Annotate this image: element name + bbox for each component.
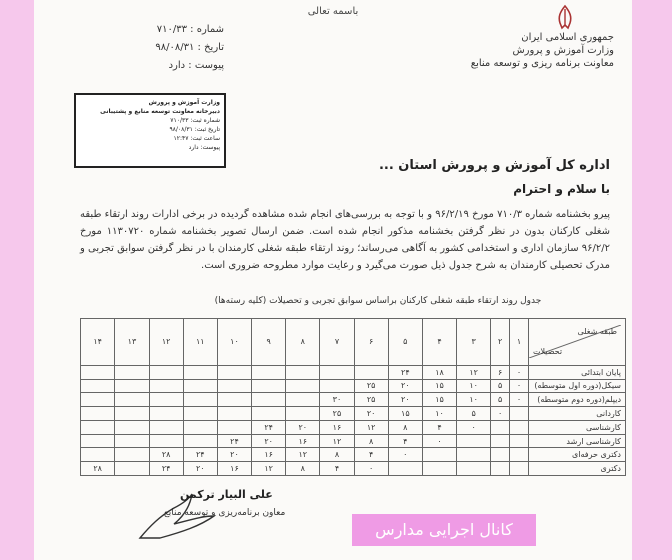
table-cell: ۱۶ bbox=[286, 434, 320, 448]
table-row bbox=[81, 365, 626, 379]
column-header: ۴ bbox=[422, 319, 456, 366]
table-cell bbox=[320, 365, 354, 379]
row-label: دیپلم(دوره دوم متوسطه) bbox=[529, 393, 626, 407]
stamp-line: پیوست: دارد bbox=[188, 144, 220, 151]
table-cell bbox=[115, 420, 149, 434]
table-cell bbox=[81, 379, 115, 393]
table-cell: ۲۰ bbox=[286, 420, 320, 434]
table-cell: ۲۰ bbox=[217, 448, 251, 462]
table-cell bbox=[183, 365, 217, 379]
stamp-line: ساعت ثبت: ۱۲:۴۷ bbox=[173, 135, 220, 142]
table-cell bbox=[149, 434, 183, 448]
table-cell bbox=[252, 407, 286, 421]
table-cell: ۸ bbox=[320, 448, 354, 462]
column-header: ۹ bbox=[252, 319, 286, 366]
table-row bbox=[81, 462, 626, 476]
table-cell: ۲۰ bbox=[388, 379, 422, 393]
column-header: ۱۲ bbox=[149, 319, 183, 366]
table-cell bbox=[217, 365, 251, 379]
table-cell: ۱۰ bbox=[457, 379, 491, 393]
column-header: ۸ bbox=[286, 319, 320, 366]
table-cell: ۲۰ bbox=[388, 393, 422, 407]
table-cell: ۱۵ bbox=[422, 393, 456, 407]
org-line-1: جمهوری اسلامی ایران bbox=[521, 32, 614, 43]
column-header: ۷ bbox=[320, 319, 354, 366]
table-cell bbox=[286, 379, 320, 393]
column-header: ۱۳ bbox=[115, 319, 149, 366]
table-cell: ۰ bbox=[510, 393, 529, 407]
table-cell: ۴ bbox=[320, 462, 354, 476]
table-cell bbox=[115, 379, 149, 393]
table-cell: ۱۲ bbox=[286, 448, 320, 462]
table-cell: ۸ bbox=[354, 434, 388, 448]
table-cell bbox=[81, 407, 115, 421]
table-cell bbox=[510, 407, 529, 421]
table-cell: ۱۶ bbox=[217, 462, 251, 476]
table-cell: ۵ bbox=[491, 379, 510, 393]
table-cell: ۲۴ bbox=[183, 448, 217, 462]
letter-page bbox=[34, 0, 632, 560]
table-cell: ۲۵ bbox=[354, 393, 388, 407]
table-cell bbox=[149, 407, 183, 421]
table-cell bbox=[81, 365, 115, 379]
column-header: ۱۴ bbox=[81, 319, 115, 366]
addressee: اداره کل آموزش و پرورش استان ... bbox=[378, 158, 610, 173]
corner-top-label: طبقه شغلی bbox=[577, 327, 617, 337]
table-cell bbox=[149, 365, 183, 379]
table-cell: ۰ bbox=[388, 448, 422, 462]
table-cell: ۱۰ bbox=[457, 393, 491, 407]
table-cell bbox=[354, 365, 388, 379]
iran-emblem-icon bbox=[554, 4, 576, 30]
table-cell: ۲۰ bbox=[354, 407, 388, 421]
stamp-line: تاریخ ثبت: ۹۸/۰۸/۳۱ bbox=[169, 126, 220, 133]
table-cell: ۸ bbox=[388, 420, 422, 434]
column-header: ۱ bbox=[510, 319, 529, 366]
table-cell: ۱۲ bbox=[252, 462, 286, 476]
table-cell: ۲۴ bbox=[217, 434, 251, 448]
table-row bbox=[81, 379, 626, 393]
table-cell: ۲۸ bbox=[149, 448, 183, 462]
table-cell bbox=[183, 393, 217, 407]
table-cell: ۳۰ bbox=[320, 393, 354, 407]
table-cell bbox=[149, 420, 183, 434]
table-cell: ۱۲ bbox=[320, 434, 354, 448]
table-title: جدول روند ارتقاء طبقه شغلی کارکنان براساس سوابق تجربی و تحصیلات (کلیه رسته‌ها) bbox=[214, 296, 542, 306]
row-label: کارشناسی bbox=[529, 420, 626, 434]
table-cell bbox=[320, 379, 354, 393]
table-cell: ۱۸ bbox=[422, 365, 456, 379]
table-row bbox=[81, 420, 626, 434]
grade-table bbox=[80, 318, 626, 476]
letter-body: پیرو بخشنامه شماره ۷۱۰/۳ مورخ ۹۶/۲/۱۹ و با توجه به بررسی‌های انجام شده مشاهده گردیده در برخی ادارات روند ارتقاء طبقه شغلی کارکنان بدون در نظر گرفتن بخشنامه مذکور انجام شده است. ضمن ارسال تصویر بخشنامه شماره ۱۱۳۰۷۲۰ مورخ ۹۶/۲/۲ سازمان اداری و استخدامی کشور به آگاهی می‌رساند؛ روند ارتقاء طبقه شغلی کارمندان با در نظر گرفتن سوابق تجربی و مدرک تحصیلی کارمندان به شرح جدول ذیل صورت می‌گیرد و رعایت موارد مطروحه ضروری است. bbox=[80, 209, 610, 271]
stamp-line: دبیرخانه معاونت توسعه منابع و پشتیبانی bbox=[100, 108, 220, 115]
table-cell bbox=[81, 448, 115, 462]
table-cell bbox=[252, 379, 286, 393]
table-cell: ۱۵ bbox=[422, 379, 456, 393]
table-cell bbox=[183, 434, 217, 448]
table-cell bbox=[217, 379, 251, 393]
table-cell: ۰ bbox=[510, 379, 529, 393]
column-header: ۱۱ bbox=[183, 319, 217, 366]
table-cell: ۴ bbox=[422, 420, 456, 434]
table-cell bbox=[115, 393, 149, 407]
column-header: ۱۰ bbox=[217, 319, 251, 366]
table-cell bbox=[217, 393, 251, 407]
channel-watermark-banner: کانال اجرایی مدارس bbox=[352, 514, 536, 546]
table-cell: ۰ bbox=[422, 434, 456, 448]
table-cell bbox=[286, 365, 320, 379]
table-cell bbox=[388, 462, 422, 476]
table-header-row bbox=[81, 319, 626, 366]
table-cell bbox=[115, 434, 149, 448]
org-line-2: وزارت آموزش و پرورش bbox=[512, 45, 614, 56]
table-cell bbox=[457, 434, 491, 448]
table-cell bbox=[183, 420, 217, 434]
table-cell bbox=[510, 462, 529, 476]
table-cell bbox=[115, 365, 149, 379]
table-cell bbox=[81, 420, 115, 434]
table-cell: ۲۰ bbox=[252, 434, 286, 448]
table-cell bbox=[510, 448, 529, 462]
letter-date: تاریخ : ۹۸/۰۸/۳۱ bbox=[155, 42, 224, 53]
letter-attachment: پیوست : دارد bbox=[168, 60, 224, 71]
table-cell: ۱۲ bbox=[354, 420, 388, 434]
column-header: ۳ bbox=[457, 319, 491, 366]
table-cell bbox=[491, 462, 510, 476]
column-header: ۵ bbox=[388, 319, 422, 366]
table-cell bbox=[457, 448, 491, 462]
table-cell: ۰ bbox=[491, 407, 510, 421]
table-cell: ۴ bbox=[388, 434, 422, 448]
table-cell bbox=[252, 393, 286, 407]
stamp-line: وزارت آموزش و پرورش bbox=[148, 99, 220, 106]
column-header: ۶ bbox=[354, 319, 388, 366]
table-cell bbox=[115, 448, 149, 462]
row-label: دکتری حرفه‌ای bbox=[529, 448, 626, 462]
column-header: ۲ bbox=[491, 319, 510, 366]
table-cell bbox=[217, 407, 251, 421]
row-label: پایان ابتدائی bbox=[529, 365, 626, 379]
table-cell: ۴ bbox=[354, 448, 388, 462]
table-cell bbox=[491, 448, 510, 462]
table-cell: ۱۲ bbox=[457, 365, 491, 379]
row-label: سیکل(دوره اول متوسطه) bbox=[529, 379, 626, 393]
table-cell: ۵ bbox=[491, 393, 510, 407]
table-cell bbox=[286, 393, 320, 407]
org-line-3: معاونت برنامه ریزی و توسعه منابع bbox=[470, 58, 614, 69]
table-row bbox=[81, 448, 626, 462]
row-label: کاردانی bbox=[529, 407, 626, 421]
table-cell: ۲۴ bbox=[252, 420, 286, 434]
row-label: دکتری bbox=[529, 462, 626, 476]
row-label: کارشناسی ارشد bbox=[529, 434, 626, 448]
table-cell bbox=[183, 379, 217, 393]
table-cell bbox=[491, 434, 510, 448]
table-cell: ۰ bbox=[354, 462, 388, 476]
table-cell: ۰ bbox=[457, 420, 491, 434]
table-cell: ۶ bbox=[491, 365, 510, 379]
table-cell bbox=[457, 462, 491, 476]
table-cell bbox=[510, 420, 529, 434]
table-cell bbox=[149, 379, 183, 393]
table-cell bbox=[81, 434, 115, 448]
table-cell bbox=[81, 393, 115, 407]
greeting: با سلام و احترام bbox=[513, 182, 610, 196]
table-cell: ۱۰ bbox=[422, 407, 456, 421]
table-row bbox=[81, 434, 626, 448]
table-cell bbox=[252, 365, 286, 379]
table-cell: ۲۰ bbox=[183, 462, 217, 476]
table-cell: ۲۴ bbox=[388, 365, 422, 379]
table-cell bbox=[491, 420, 510, 434]
signatory-title: معاون برنامه‌ریزی و توسعه منابع bbox=[164, 508, 286, 518]
table-cell bbox=[422, 448, 456, 462]
table-cell bbox=[115, 462, 149, 476]
table-cell bbox=[510, 434, 529, 448]
table-cell: ۱۶ bbox=[252, 448, 286, 462]
table-cell bbox=[183, 407, 217, 421]
table-cell bbox=[115, 407, 149, 421]
registration-stamp bbox=[74, 93, 226, 168]
table-cell: ۵ bbox=[457, 407, 491, 421]
table-cell: ۰ bbox=[510, 365, 529, 379]
signatory-name: علی البیار ترکمن bbox=[180, 488, 273, 501]
table-cell: ۲۴ bbox=[149, 462, 183, 476]
table-corner bbox=[529, 319, 626, 366]
table-row bbox=[81, 407, 626, 421]
table-cell: ۲۵ bbox=[354, 379, 388, 393]
table-cell bbox=[422, 462, 456, 476]
stamp-line: شماره ثبت: ۷۱۰/۳۳ bbox=[170, 117, 220, 124]
corner-bottom-label: تحصیلات bbox=[533, 347, 563, 357]
table-cell: ۲۵ bbox=[320, 407, 354, 421]
table-cell bbox=[149, 393, 183, 407]
table-cell bbox=[217, 420, 251, 434]
table-cell: ۱۵ bbox=[388, 407, 422, 421]
letter-number: شماره : ۷۱۰/۳۳ bbox=[156, 24, 224, 35]
table-cell bbox=[286, 407, 320, 421]
basmala: باسمه تعالی bbox=[307, 6, 359, 17]
table-cell: ۲۸ bbox=[81, 462, 115, 476]
table-cell: ۱۶ bbox=[320, 420, 354, 434]
table-cell: ۸ bbox=[286, 462, 320, 476]
table-row bbox=[81, 393, 626, 407]
